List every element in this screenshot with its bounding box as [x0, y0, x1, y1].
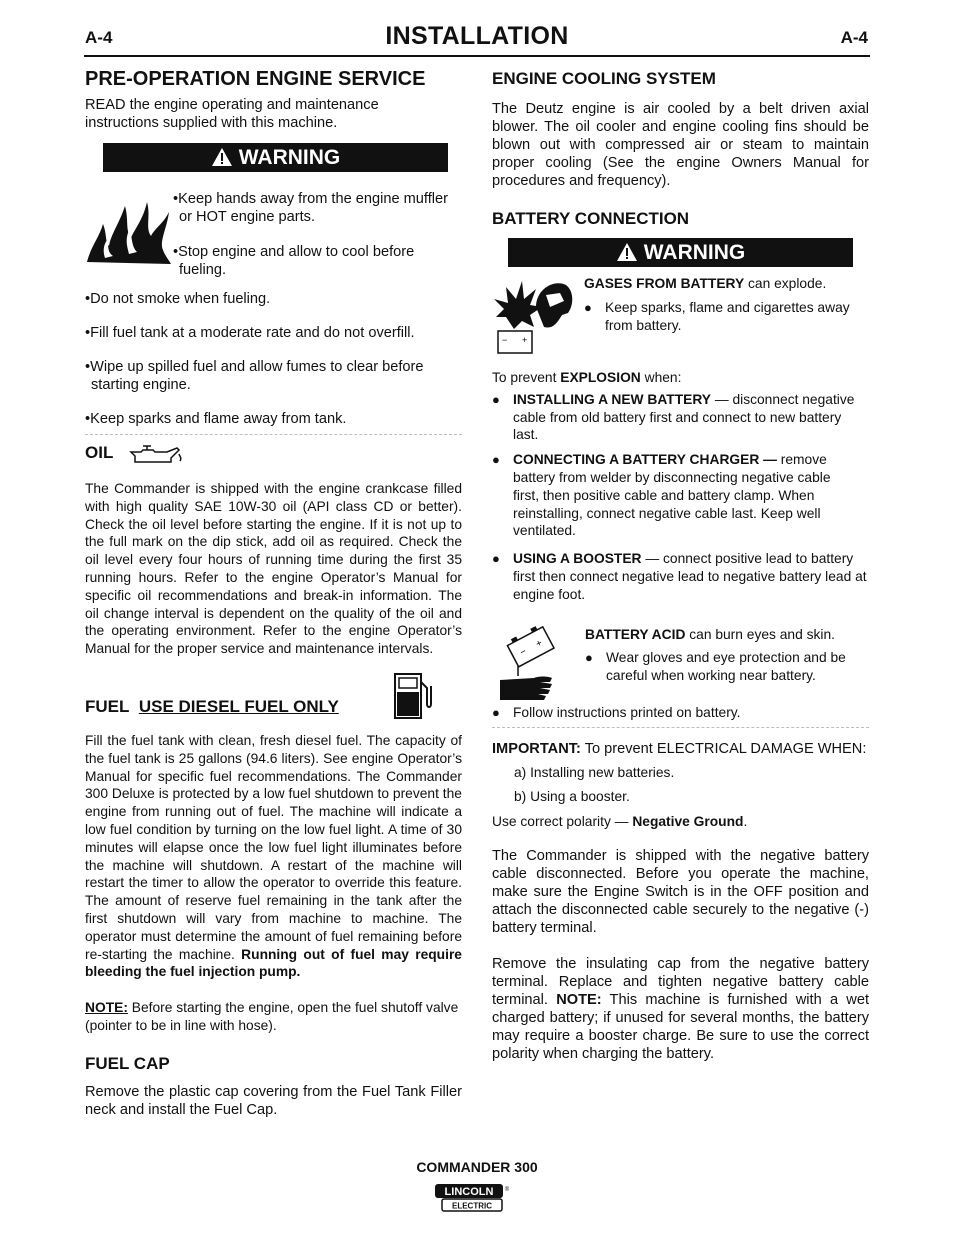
- oil-heading: OIL: [85, 443, 114, 462]
- warning-triangle-icon: [616, 242, 638, 262]
- remove-text: Remove the insulating cap from the negative battery terminal. Replace and tighten negative battery cable terminal.: [492, 955, 869, 1008]
- warning-bullet-cool: •Stop engine and allow to cool before fueling.: [173, 244, 415, 278]
- intro-text: READ the engine operating and maintenance instructions supplied with this machine.: [85, 97, 379, 131]
- svg-text:−: −: [518, 645, 529, 659]
- bullet-dot: ●: [492, 551, 500, 567]
- polarity-bold: Negative Ground: [632, 813, 744, 829]
- fuel-note: [85, 999, 462, 1035]
- logo-top-text: LINCOLN: [444, 1186, 494, 1198]
- oil-heading-row: [85, 442, 462, 466]
- prevent-explosion: [492, 369, 869, 387]
- gases-bullet-text: Keep sparks, flame and cigarettes away from battery.: [605, 299, 850, 333]
- left-column: [85, 62, 462, 1119]
- battery-acid-icon: [494, 620, 580, 704]
- acid-bullet: [585, 649, 871, 685]
- logo-bottom-text: ELECTRIC: [452, 1201, 492, 1211]
- gases-text: [584, 275, 874, 293]
- warning-triangle-icon: [211, 147, 233, 167]
- remove-note-label: NOTE:: [556, 991, 602, 1008]
- page-number-right: A-4: [840, 28, 868, 47]
- list-item: [492, 391, 869, 444]
- prevent-prefix: To prevent: [492, 370, 561, 385]
- important-text: [492, 740, 869, 758]
- follow-text: Follow instructions printed on battery.: [513, 704, 741, 720]
- item-bold: INSTALLING A NEW BATTERY: [513, 391, 711, 407]
- list-item: [492, 550, 869, 603]
- cooling-text: The Deutz engine is air cooled by a belt driven axial blower. The oil cooler and engine cooling fins should be blown out with compressed air or steam to maintain proper cooling (See the engine Owners Manual for procedures and frequency).: [492, 101, 869, 189]
- oil-text: The Commander is shipped with the engine crankcase filled with high quality SAE 10W-30 oil (API class CD or better). Check the oil level before starting the engine. If it is not up to the full mark on the dip stick, add oil as required. Check the oil level every four hours of running time during the first 35 running hours. Refer to the engine Operator’s Manual for specific oil recommendations and break-in information. The oil change interval is dependent on the quality of the oil and the operating environment. Refer to the engine Operator’s Manual for the proper service and maintenance intervals.: [85, 481, 462, 657]
- fuel-text-bold: Running out of fuel may require bleeding the fuel injection pump.: [85, 946, 462, 980]
- bullet-dot: ●: [584, 299, 592, 315]
- remove-cap-text: [492, 955, 869, 1063]
- warning-bullet-fill: •Fill fuel tank at a moderate rate and do not overfill.: [85, 325, 415, 341]
- fuel-heading-row: [85, 670, 462, 722]
- gases-rest: can explode.: [744, 276, 827, 291]
- important-rest: To prevent ELECTRICAL DAMAGE WHEN:: [580, 741, 867, 758]
- oil-can-icon: [127, 444, 183, 466]
- fuel-cap-text: Remove the plastic cap covering from the Fuel Tank Filler neck and install the Fuel Cap.: [85, 1083, 462, 1118]
- lincoln-electric-logo: [434, 1183, 510, 1213]
- polarity-suffix: .: [743, 813, 748, 829]
- item-text: — disconnect negative cable from old battery first and connect to new battery last.: [513, 391, 855, 443]
- header-rule: [84, 55, 870, 57]
- note-text: Before starting the engine, open the fuel shutoff valve (pointer to be in line with hose).: [85, 1000, 459, 1033]
- flame-icon: [85, 194, 173, 266]
- logo-reg-mark: ®: [504, 1187, 510, 1193]
- battery-warning-banner: [508, 238, 853, 267]
- battery-gas-block: [492, 275, 869, 367]
- prevent-suffix: when:: [640, 370, 682, 385]
- page-number-left: A-4: [85, 28, 113, 47]
- warning-label: WARNING: [238, 146, 341, 169]
- acid-bullet-text: Wear gloves and eye protection and be careful when working near battery.: [606, 650, 846, 684]
- remove-text-2: This machine is furnished with a wet charged battery; if unused for several months, the battery may require a booster charge. Be sure to use the correct polarity when charging the battery.: [492, 991, 869, 1062]
- cooling-heading: ENGINE COOLING SYSTEM: [492, 69, 716, 88]
- note-label: NOTE:: [85, 1000, 128, 1016]
- polarity-text: [492, 813, 869, 831]
- fuel-cap-heading: FUEL CAP: [85, 1053, 170, 1073]
- bullet-dot: ●: [492, 391, 500, 407]
- warning-bullet-smoke: •Do not smoke when fueling.: [85, 291, 271, 307]
- acid-text: [585, 626, 871, 644]
- shipped-text: The Commander is shipped with the negative battery cable disconnected. Before you operate the machine, make sure the Engine Switch is in the OFF position and attach the disconnected cable securely to the negative (-) battery terminal.: [492, 847, 869, 936]
- item-text: — connect positive lead to battery first then connect negative lead to negative battery lead at engine foot.: [513, 551, 867, 602]
- warning-bullet-wipe: •Wipe up spilled fuel and allow fumes to clear before starting engine.: [85, 359, 424, 393]
- acid-bold: BATTERY ACID: [585, 626, 686, 642]
- prevent-bold: EXPLOSION: [560, 370, 641, 385]
- divider: [492, 727, 869, 728]
- section-title: PRE-OPERATION ENGINE SERVICE: [85, 68, 426, 90]
- page-title: INSTALLATION: [385, 22, 569, 50]
- footer-model: COMMANDER 300: [416, 1159, 538, 1175]
- item-text: remove battery from welder by disconnecting negative cable first, then positive cable and battery clamp. When reinstalling, connect negative cable last. Keep well ventilated.: [513, 452, 831, 539]
- warning-label: WARNING: [643, 241, 746, 264]
- fuel-text-main: Fill the fuel tank with clean, fresh diesel fuel. The capacity of the fuel tank is 25 gallons (94.6 liters). See engine Operator’s Manual for specific fuel recommendations. The Commander 300 Deluxe is protected by a low fuel shutdown to prevent the engine from running out of fuel. The machine will indicate a low fuel condition by turning on the low fuel light. A time of 30 minutes will elapse once the low fuel light illuminates before the machine will shutdown. A restart of the machine will restart the timer to allow the operator to override this feature. The amount of reserve fuel remaining in the tank after the first shutdown will vary from machine to machine. The operator must determine the amount of fuel remaining before re-starting the machine.: [85, 732, 462, 962]
- polarity-prefix: Use correct polarity —: [492, 813, 633, 829]
- fuel-subheading: USE DIESEL FUEL ONLY: [138, 696, 339, 716]
- warning-bullet-sparks: •Keep sparks and flame away from tank.: [85, 411, 347, 427]
- svg-text:+: +: [534, 637, 545, 650]
- fuel-text: [85, 732, 462, 981]
- battery-acid-block: [492, 620, 869, 710]
- important-item-b: b) Using a booster.: [514, 789, 630, 805]
- acid-rest: can burn eyes and skin.: [685, 626, 835, 642]
- important-item-a: a) Installing new batteries.: [514, 765, 675, 781]
- warning-bullet-hands: •Keep hands away from the engine muffler or HOT engine parts.: [173, 191, 448, 225]
- list-item: [492, 451, 869, 540]
- item-bold: CONNECTING A BATTERY CHARGER —: [513, 452, 777, 468]
- svg-text:−: −: [502, 335, 508, 345]
- bullet-dot: ●: [492, 452, 500, 468]
- fuel-heading: [85, 696, 339, 718]
- fuel-label: FUEL: [85, 696, 130, 716]
- battery-explosion-icon: [492, 277, 576, 361]
- gases-bullet: [584, 299, 874, 335]
- item-bold: USING A BOOSTER: [513, 551, 642, 567]
- bullet-dot: ●: [492, 704, 500, 720]
- svg-text:+: +: [522, 335, 528, 345]
- gases-bold: GASES FROM BATTERY: [584, 276, 745, 291]
- important-label: IMPORTANT:: [492, 741, 581, 758]
- bullet-dot: ●: [585, 650, 593, 666]
- fuel-pump-icon: [391, 670, 435, 722]
- follow-instructions-bullet: [492, 704, 869, 722]
- battery-heading: BATTERY CONNECTION: [492, 209, 690, 228]
- right-column: [492, 68, 869, 1063]
- hot-parts-block: [85, 178, 462, 290]
- divider: [85, 434, 462, 435]
- warning-banner: [103, 143, 448, 172]
